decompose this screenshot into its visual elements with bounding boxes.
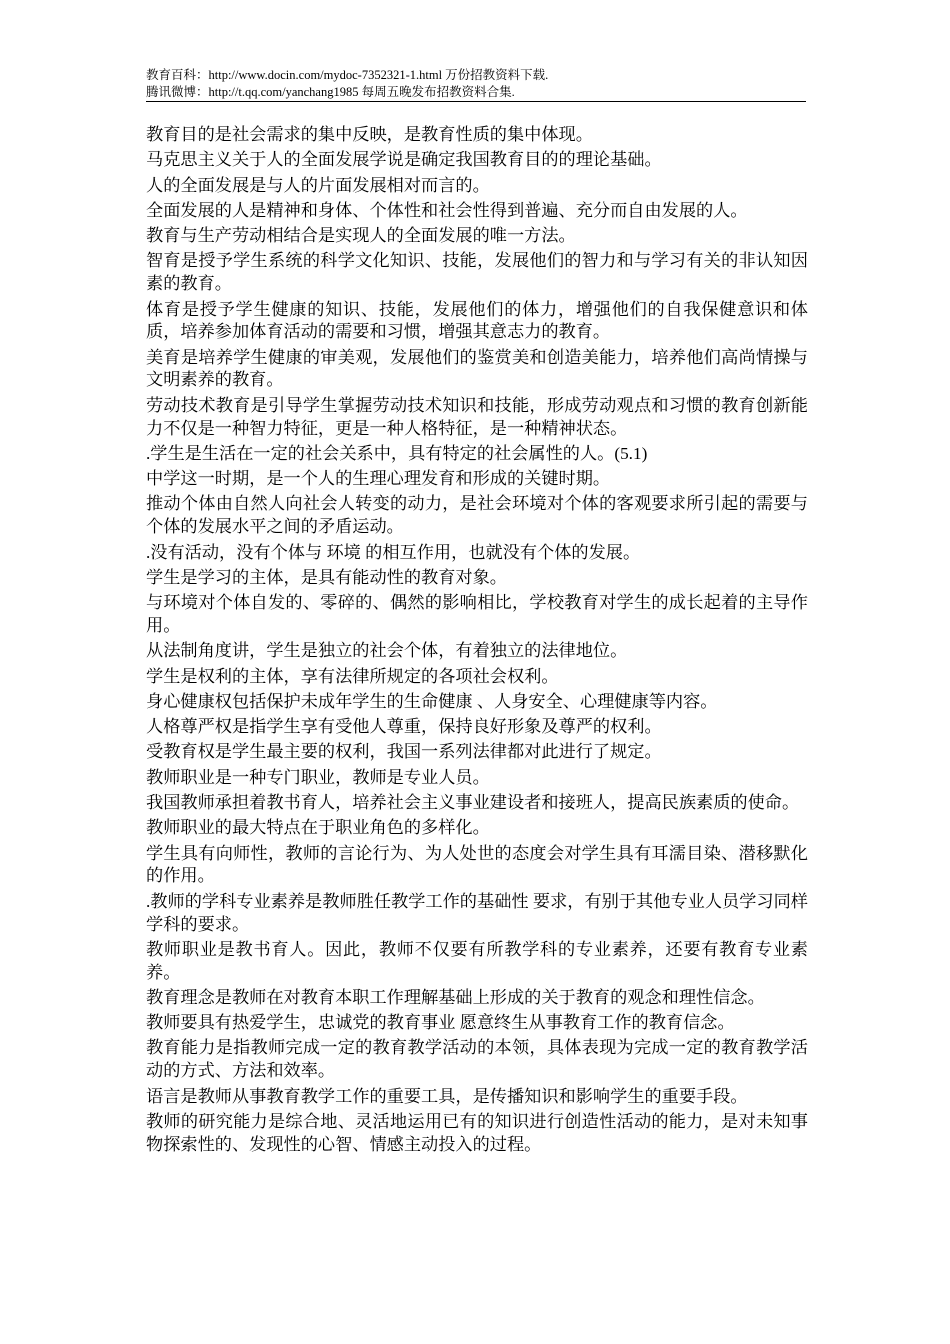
paragraph: 马克思主义关于人的全面发展学说是确定我国教育目的的理论基础。 (146, 150, 662, 170)
paragraph: 受教育权是学生最主要的权利，我国一系列法律都对此进行了规定。 (146, 742, 662, 762)
paragraph: 教育目的是社会需求的集中反映，是教育性质的集中体现。 (146, 125, 593, 144)
paragraph: .教师的学科专业素养是教师胜任教学工作的基础性 要求，有别于其他专业人员学习同样学科的要求。 (146, 891, 808, 934)
paragraph: 人格尊严权是指学生享有受他人尊重，保持良好形象及尊严的权利。 (146, 717, 662, 737)
header-line-weibo: 腾讯微博：http://t.qq.com/yanchang1985 每周五晚发布招教资料合集. (146, 85, 515, 99)
paragraph: 中学这一时期，是一个人的生理心理发育和形成的关键时期。 (146, 469, 611, 489)
paragraph: 学生是权利的主体，享有法律所规定的各项社会权利。 (146, 666, 559, 686)
paragraph: 劳动技术教育是引导学生掌握劳动技术知识和技能，形成劳动观点和习惯的教育创新能力不仅是一种智力特征，更是一种人格特征，是一种精神状态。 (146, 395, 808, 438)
paragraph: 教师职业是教书育人。因此，教师不仅要有所教学科的专业素养，还要有教育专业素养。 (146, 939, 808, 982)
paragraph: 语言是教师从事教育教学工作的重要工具，是传播知识和影响学生的重要手段。 (146, 1086, 748, 1106)
paragraph: 教育理念是教师在对教育本职工作理解基础上形成的关于教育的观念和理性信念。 (146, 987, 765, 1007)
paragraph: 美育是培养学生健康的审美观，发展他们的鉴赏美和创造美能力，培养他们高尚情操与文明素养的教育。 (146, 347, 808, 390)
header-divider (146, 101, 806, 102)
paragraph: 教育与生产劳动相结合是实现人的全面发展的唯一方法。 (146, 226, 576, 246)
paragraph: 教师要具有热爱学生，忠诚党的教育事业 愿意终生从事教育工作的教育信念。 (146, 1013, 735, 1033)
paragraph: 学生是学习的主体，是具有能动性的教育对象。 (146, 567, 507, 587)
paragraph: 与环境对个体自发的、零碎的、偶然的影响相比，学校教育对学生的成长起着的主导作用。 (146, 593, 808, 635)
paragraph: 从法制角度讲，学生是独立的社会个体，有着独立的法律地位。 (146, 641, 628, 661)
paragraph: 身心健康权包括保护未成年学生的生命健康 、人身安全、心理健康等内容。 (146, 691, 718, 711)
paragraph: 学生具有向师性，教师的言论行为、为人处世的态度会对学生具有耳濡目染、潜移默化的作用。 (146, 843, 808, 886)
paragraph: .学生是生活在一定的社会关系中，具有特定的社会属性的人。(5.1) (146, 443, 648, 463)
paragraph: 教师的研究能力是综合地、灵活地运用已有的知识进行创造性活动的能力，是对未知事物探索性的、发现性的心智、情感主动投入的过程。 (146, 1111, 808, 1154)
paragraph: 全面发展的人是精神和身体、个体性和社会性得到普遍、充分而自由发展的人。 (146, 200, 748, 220)
paragraph: 智育是授予学生系统的科学文化知识、技能，发展他们的智力和与学习有关的非认知因素的教育。 (146, 251, 808, 294)
paragraph: 推动个体由自然人向社会人转变的动力，是社会环境对个体的客观要求所引起的需要与个体的发展水平之间的矛盾运动。 (146, 494, 808, 537)
paragraph: 教师职业的最大特点在于职业角色的多样化。 (146, 818, 490, 838)
paragraph: .没有活动，没有个体与 环境 的相互作用，也就没有个体的发展。 (146, 542, 641, 562)
paragraph: 教育能力是指教师完成一定的教育教学活动的本领，具体表现为完成一定的教育教学活动的方式、方法和效率。 (146, 1038, 808, 1081)
paragraph: 教师职业是一种专门职业，教师是专业人员。 (146, 767, 490, 787)
paragraph: 我国教师承担着教书育人，培养社会主义事业建设者和接班人，提高民族素质的使命。 (146, 793, 800, 813)
paragraph: 体育是授予学生健康的知识、技能，发展他们的体力，增强他们的自我保健意识和体质，培养参加体育活动的需要和习惯，增强其意志力的教育。 (146, 299, 808, 342)
document-body (146, 124, 808, 1159)
paragraph: 人的全面发展是与人的片面发展相对而言的。 (146, 175, 490, 195)
header-line-docin: 教育百科：http://www.docin.com/mydoc-7352321-1.html 万份招教资料下载. (146, 68, 549, 82)
page-header (146, 67, 806, 101)
